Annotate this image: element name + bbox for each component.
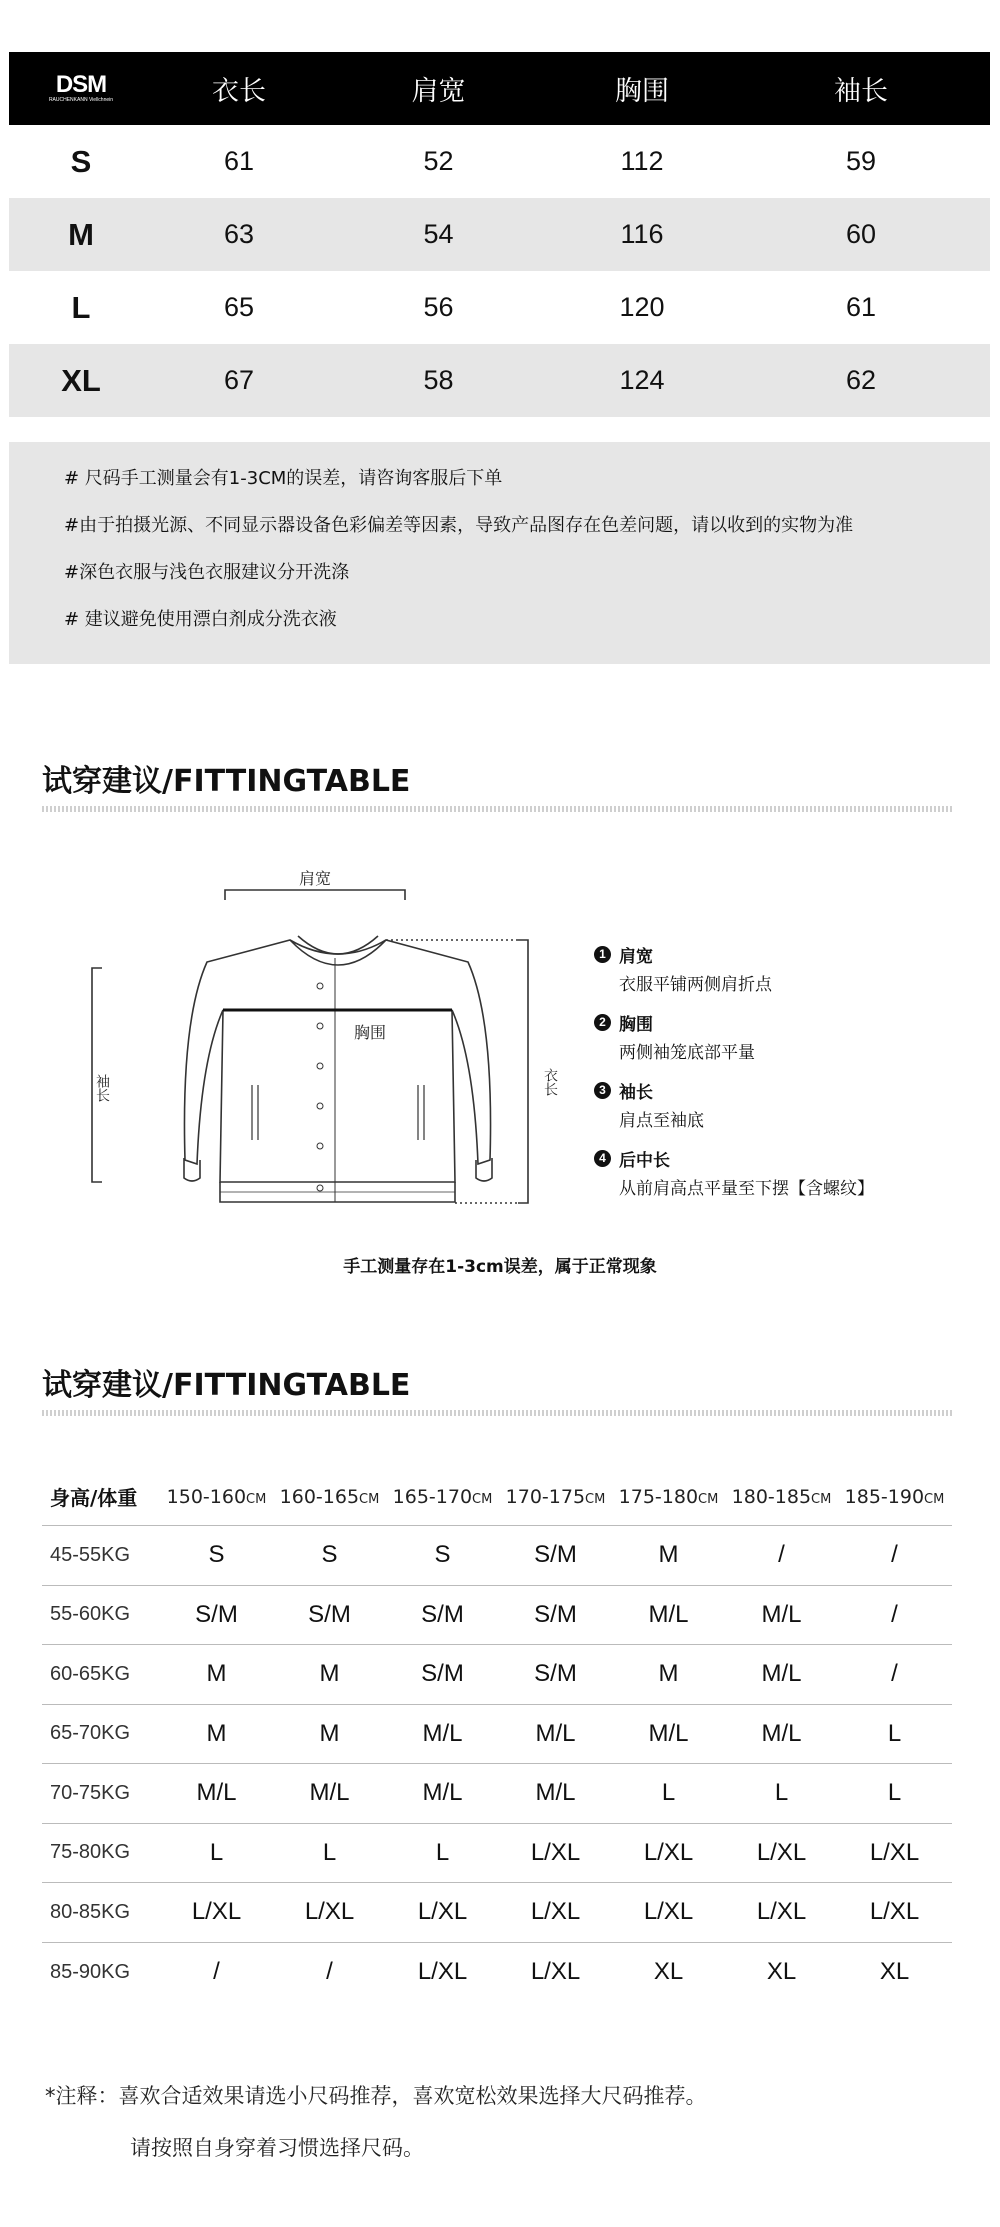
size-recommendation: M [206,1719,227,1747]
legend-number: 1 [594,946,611,963]
brand-logo [9,73,153,104]
size-recommendation: L [661,1779,676,1807]
size-row [9,198,990,271]
header-length: 衣长 [212,76,266,107]
legend-item [594,1010,874,1078]
size-recommendation: S [208,1541,225,1569]
fitting-table [42,1468,952,2002]
legend-item [594,1078,874,1146]
size-cell: 116 [620,219,664,249]
size-recommendation: XL [653,1958,684,1986]
height-header [160,1486,273,1508]
label-sleeve: 袖长 [94,1074,110,1102]
length-bracket [518,940,528,1203]
height-header [612,1486,725,1508]
legend-number: 2 [594,1014,611,1031]
header-chest: 胸围 [615,76,669,107]
size-cell: 65 [223,292,255,322]
weight-label: 75-80KG [50,1841,131,1864]
size-recommendation: L/XL [643,1838,694,1866]
size-cell: 112 [620,146,664,176]
section-divider [42,1410,952,1416]
size-cell: 52 [423,146,454,176]
note-item: # 建议避免使用漂白剂成分洗衣液 [64,609,337,630]
size-table [9,52,990,417]
table-row [42,1645,952,1705]
height-header [386,1486,499,1508]
legend-desc: 从前肩高点平量至下摆【含螺纹】 [619,1179,874,1199]
size-label: S [70,143,92,179]
legend-item [594,942,874,1010]
size-recommendation: M/L [761,1660,802,1688]
height-unit: CM [585,1491,606,1507]
footnote: *注释：喜欢合适效果请选小尺码推荐，喜欢宽松效果选择大尺码推荐。 [45,2084,707,2108]
size-recommendation: S [434,1541,451,1569]
size-recommendation: L/XL [643,1898,694,1926]
size-label: M [68,216,94,252]
height-range: 160-165 [279,1485,360,1508]
height-range: 165-170 [392,1485,473,1508]
size-recommendation: L/XL [191,1898,242,1926]
measurement-note: 手工测量存在1-3cm误差，属于正常现象 [343,1257,657,1277]
label-shoulder: 肩宽 [298,869,332,888]
brand-logo-text: DSM [55,71,107,98]
size-recommendation: S [321,1541,338,1569]
size-recommendation: XL [879,1958,910,1986]
table-row [42,1586,952,1646]
size-recommendation: L/XL [530,1958,581,1986]
header-sleeve: 袖长 [834,76,888,107]
size-label: XL [61,362,101,398]
size-recommendation: L [887,1719,902,1747]
height-unit: CM [811,1491,832,1507]
table-row [42,1883,952,1943]
size-cell: 60 [845,219,877,249]
height-unit: CM [698,1491,719,1507]
size-cell: 124 [619,365,665,395]
size-recommendation: / [778,1541,785,1569]
legend-desc: 肩点至袖底 [619,1111,704,1131]
legend-number: 3 [594,1082,611,1099]
measurement-legend [594,942,874,1214]
size-recommendation: / [213,1958,220,1986]
size-recommendation: L/XL [417,1898,468,1926]
size-recommendation: M/L [422,1719,463,1747]
size-recommendation: L/XL [304,1898,355,1926]
size-table-header [9,52,990,125]
height-header [838,1486,951,1508]
size-cell: 62 [845,365,877,395]
size-recommendation: L [887,1779,902,1807]
size-recommendation: / [891,1660,898,1688]
size-recommendation: L/XL [869,1898,920,1926]
height-range: 180-185 [731,1485,812,1508]
fitting-table-body [42,1526,952,2002]
note-item: #深色衣服与浅色衣服建议分开洗涤 [64,562,350,583]
size-cell: 63 [223,219,255,249]
size-row [9,271,990,344]
size-recommendation: L [322,1838,337,1866]
table-row [42,1705,952,1765]
size-recommendation: S/M [534,1541,577,1569]
size-recommendation: / [891,1600,898,1628]
weight-label: 65-70KG [50,1722,131,1745]
size-recommendation: XL [766,1958,797,1986]
footnote: 请按照自身穿着习惯选择尺码。 [130,2136,424,2160]
jacket-outline [184,940,490,1182]
weight-label: 85-90KG [50,1960,131,1983]
height-header [499,1486,612,1508]
weight-label: 55-60KG [50,1603,131,1626]
size-row [9,344,990,417]
height-unit: CM [359,1491,380,1507]
table-row [42,1943,952,2003]
size-recommendation: / [891,1541,898,1569]
legend-title: 袖长 [619,1083,653,1103]
legend-desc: 衣服平铺两侧肩折点 [619,975,772,995]
size-recommendation: L [209,1838,224,1866]
legend-item [594,1146,874,1214]
weight-label: 80-85KG [50,1900,131,1923]
height-header [273,1486,386,1508]
brand-logo-subtext: RAUCHENKANN Viellchnein [48,97,114,103]
legend-number: 4 [594,1150,611,1167]
height-unit: CM [246,1491,267,1507]
size-recommendation: L [774,1779,789,1807]
height-unit: CM [472,1491,493,1507]
size-recommendation: L/XL [756,1898,807,1926]
note-item: #由于拍摄光源、不同显示器设备色彩偏差等因素，导致产品图存在色差问题，请以收到的实物为准 [64,515,854,536]
note-item: # 尺码手工测量会有1-3CM的误差，请咨询客服后下单 [64,468,503,489]
size-recommendation: L/XL [530,1898,581,1926]
height-header [725,1486,838,1508]
size-recommendation: M/L [648,1719,689,1747]
size-recommendation: M/L [196,1779,237,1807]
height-range: 150-160 [166,1485,247,1508]
size-recommendation: M/L [648,1600,689,1628]
size-cell: 59 [845,146,877,176]
size-recommendation: M [319,1660,340,1688]
legend-title: 后中长 [619,1151,670,1171]
size-recommendation: S/M [534,1660,577,1688]
size-cell: 120 [619,292,665,322]
weight-label: 45-55KG [50,1543,131,1566]
size-cell: 61 [845,292,877,322]
size-cell: 54 [423,219,454,249]
shoulder-bracket [225,890,405,900]
size-recommendation: L/XL [417,1958,468,1986]
size-recommendation: L/XL [530,1838,581,1866]
section-divider [42,806,952,812]
care-notes [9,442,990,664]
table-row [42,1824,952,1884]
height-range: 175-180 [618,1485,699,1508]
size-recommendation: S/M [195,1600,238,1628]
table-row [42,1526,952,1586]
size-row [9,125,990,198]
size-cell: 56 [423,292,454,322]
size-recommendation: S/M [534,1600,577,1628]
size-recommendation: M [658,1660,679,1688]
legend-title: 肩宽 [619,947,653,967]
size-cell: 67 [223,365,255,395]
size-recommendation: L [435,1838,450,1866]
label-length: 衣长 [542,1068,558,1096]
size-recommendation: L/XL [869,1838,920,1866]
size-recommendation: M [206,1660,227,1688]
size-recommendation: / [326,1958,333,1986]
legend-desc: 两侧袖笼底部平量 [619,1043,755,1063]
size-recommendation: M/L [422,1779,463,1807]
table-row [42,1764,952,1824]
height-range: 170-175 [505,1485,586,1508]
size-recommendation: M [658,1541,679,1569]
section-title: 试穿建议/FITTINGTABLE [42,764,411,799]
label-chest: 胸围 [353,1023,387,1042]
size-recommendation: M/L [309,1779,350,1807]
header-shoulder: 肩宽 [411,76,466,107]
size-recommendation: S/M [421,1660,464,1688]
size-recommendation: L/XL [756,1838,807,1866]
legend-title: 胸围 [619,1015,653,1035]
size-recommendation: M/L [535,1719,576,1747]
size-recommendation: S/M [308,1600,351,1628]
weight-label: 60-65KG [50,1662,131,1685]
size-cell: 58 [423,365,454,395]
size-cell: 61 [223,146,255,176]
section-title: 试穿建议/FITTINGTABLE [42,1368,411,1403]
size-recommendation: S/M [421,1600,464,1628]
size-recommendation: M/L [761,1719,802,1747]
corner-label: 身高/体重 [50,1486,138,1510]
size-recommendation: M/L [761,1600,802,1628]
size-label: L [71,289,91,325]
weight-label: 70-75KG [50,1781,131,1804]
height-unit: CM [924,1491,945,1507]
height-range: 185-190 [844,1485,925,1508]
size-recommendation: M [319,1719,340,1747]
fitting-table-header [42,1468,952,1526]
size-recommendation: M/L [535,1779,576,1807]
